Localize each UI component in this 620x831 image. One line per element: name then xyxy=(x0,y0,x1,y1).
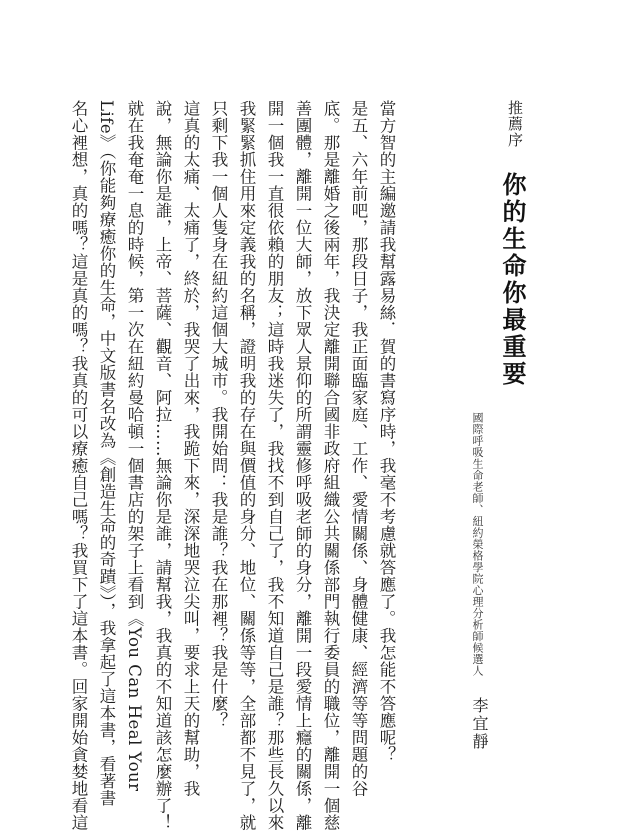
body-column-7: 只剩下我一個人隻身在紐約這個大城市。我開始問：我是誰？我在那裡？我是什麼？ xyxy=(209,100,228,729)
author-name: 李宜靜 xyxy=(470,697,489,751)
body-column-2: 是五、六年前吧，那段日子，我正面臨家庭、工作、愛情關係、身體健康、經濟等等問題的谷 xyxy=(349,100,368,797)
body-column-5: 開一個我一直很依賴的朋友；這時我迷失了，我找不到自己了，我不知道自己是誰？那些長久以來 xyxy=(265,100,284,831)
body-column-12: 名心裡想，真的嗎？這是真的嗎？我真的可以療癒自己嗎？我買下了這本書。回家開始貪婪地看這 xyxy=(69,100,88,831)
body-column-8: 這真的太痛、太痛了，終於，我哭了出來，我跪下來，深深地哭泣尖叫，要求上天的幫助，我 xyxy=(181,100,200,797)
body-column-1: 當方智的主編邀請我幫露易絲．賀的書寫序時，我毫不考慮就答應了。我怎能不答應呢？ xyxy=(377,100,396,763)
body-column-11: Life》（你能夠療癒你的生命，中文版書名改為《創造生命的奇蹟》），我拿起了這本書，看著書 xyxy=(97,100,116,807)
author-credentials: 國際呼吸生命老師、紐約榮格學院心理分析師候選人 xyxy=(471,412,484,677)
page-title: 你的生命你最重要 xyxy=(498,172,526,388)
body-column-9: 說，無論你是誰，上帝、菩薩、觀音、阿拉……無論你是誰，請幫我，我真的不知道該怎麼辦了！ xyxy=(153,100,172,831)
body-column-4: 善團體，離開一位大師，放下眾人景仰的所謂靈修呼吸老師的身分，離開一段愛情上癮的關係，離 xyxy=(293,100,312,831)
section-label: 推薦序 xyxy=(506,100,524,148)
body-column-3: 底。那是離婚之後兩年，我決定離開聯合國非政府組織公共關係部門執行委員的職位，離開一個慈 xyxy=(321,100,340,831)
body-column-10: 就在我奄奄一息的時候，第一次在紐約曼哈頓一個書店的架子上看到《You Can Heal Your xyxy=(125,100,144,792)
body-column-6: 我緊緊抓住用來定義我的名稱，證明我的存在與價值的身分、地位、關係等等，全部都不見了，就 xyxy=(237,100,256,831)
